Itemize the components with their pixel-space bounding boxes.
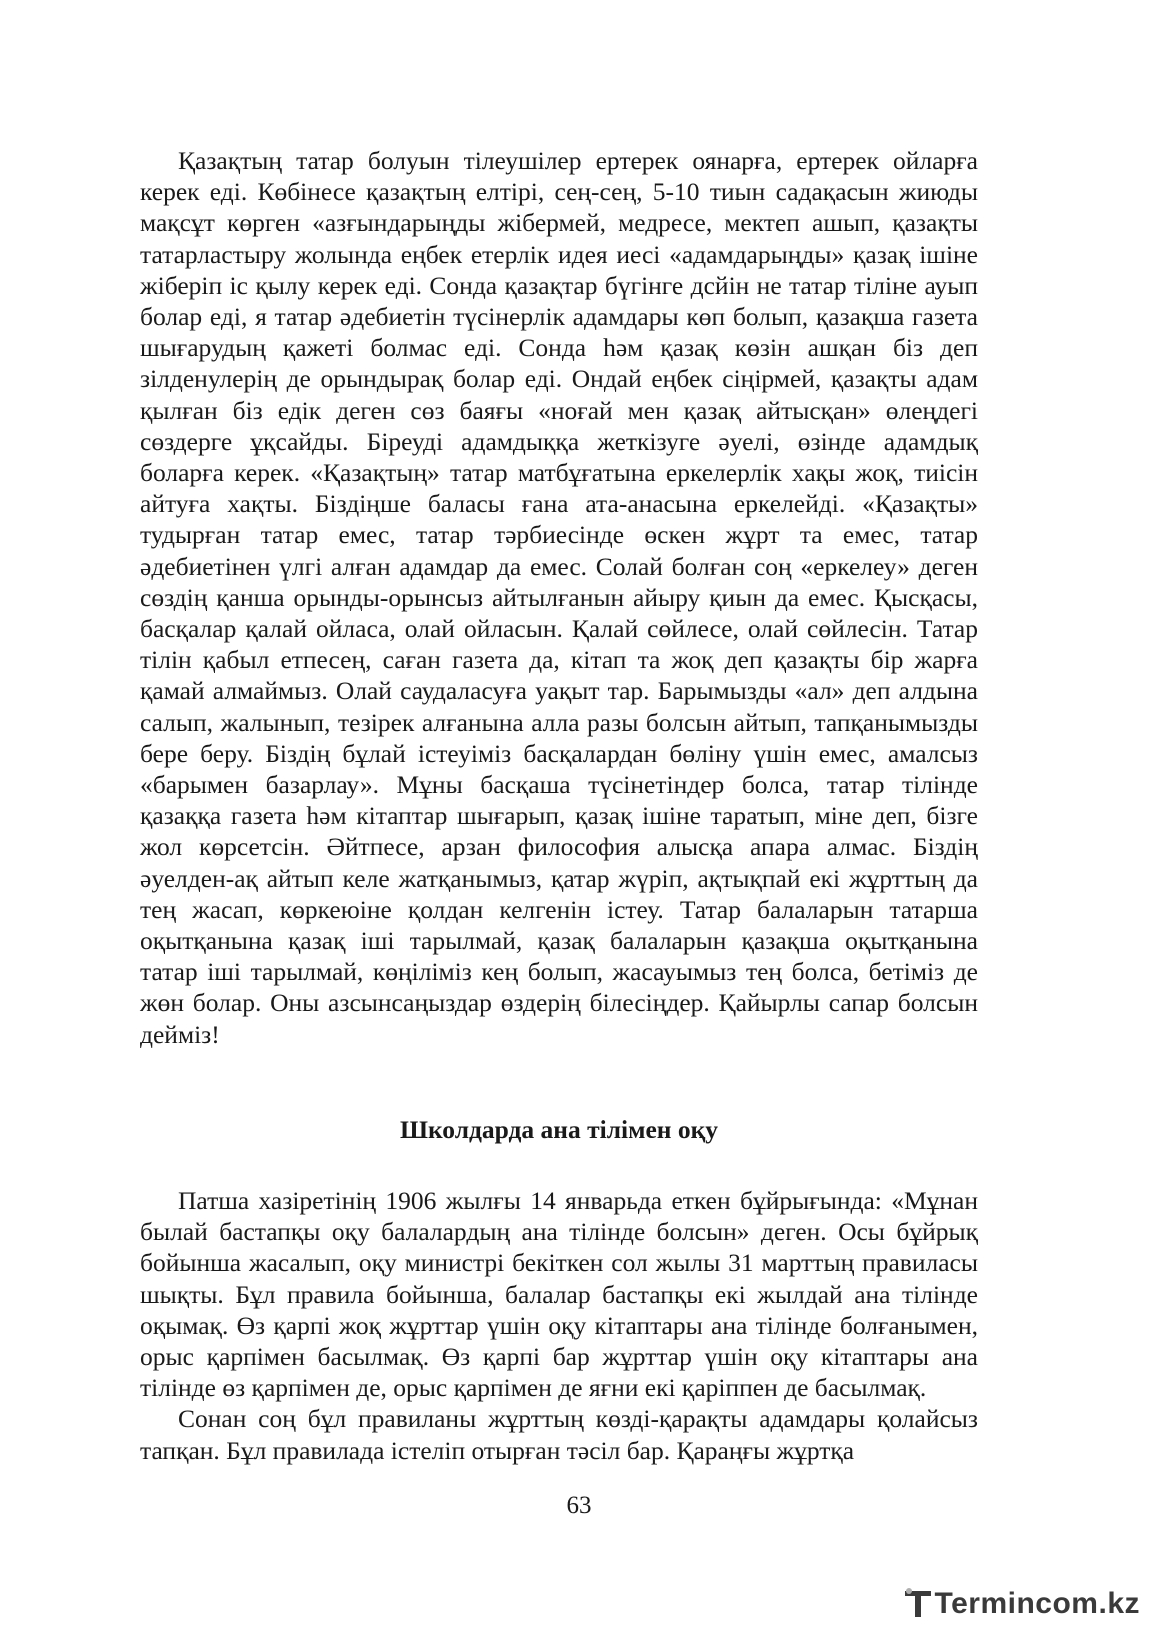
- termincom-logo-icon: [903, 1587, 933, 1621]
- body-paragraph-2: Патша хазіретінің 1906 жылғы 14 январьда еткен бұйрығында: «Мұнан былай бастапқы оқу балалардың ана тілінде болсын» деген. Осы бұйрық бойынша жасалып, оқу министрі бекіткен сол жылы 31 марттың правиласы шықты. Бұл правила бойынша, балалар бастапқы екі жылдай ана тілінде оқымақ. Өз қарпі жоқ жұрттар үшін оқу кітаптары ана тілінде болғанымен, орыс қарпімен басылмақ. Өз қарпі бар жұрттар үшін оқу кітаптары ана тілінде өз қарпімен де, орыс қарпімен де яғни екі қаріппен де басылмақ.: [140, 1185, 978, 1403]
- watermark: [903, 1587, 1141, 1621]
- watermark-text: Termincom.kz: [934, 1587, 1140, 1620]
- page-number: 63: [566, 1492, 592, 1519]
- body-paragraph-1: Қазақтың татар болуын тілеушілер ертерек оянарға, ертерек ойларға керек еді. Көбінесе қазақтың елтірі, сең-сең, 5-10 тиын садақасын жиюды мақсұт көрген «азғындарыңды жібермей, медресе, мектеп ашып, қазақты татарластыру жолында еңбек етерлік идея иесі «адамдарыңды» қазақ ішіне жіберіп іс қылу керек еді. Сонда қазақтар бүгінге дсйін не татар тіліне ауып болар еді, я татар әдебиетін түсінерлік адамдары көп болып, қазақша газета шығарудың қажеті болмас еді. Сонда һәм қазақ көзін ашқан біз деп зілденулерің де орындырақ болар еді. Ондай еңбек сіңірмей, қазақты адам қылған біз едік деген сөз баяғы «ноғай мен қазақ айтысқан» өлеңдегі сөздерге ұқсайды. Біреуді адамдыққа жеткізуге әуелі, өзінде адамдық боларға керек. «Қазақтың» татар матбұғатына еркелерлік хақы жоқ, тиісін айтуға хақты. Біздіңше баласы ғана ата-анасына еркелейді. «Қазақты» тудырған татар емес, татар тәрбиесінде өскен жұрт та емес, татар әдебиетінен үлгі алған адамдар да емес. Солай болған соң «еркелеу» деген сөздің қанша орынды-орынсыз айтылғанын айыру қиын да емес. Қысқасы, басқалар қалай ойласа, олай ойласын. Қалай сөйлесе, олай сөйлесін. Татар тілін қабыл етпесең, саған газета да, кітап та жоқ деп қазақты бір жарға қамай алмаймыз. Олай саудаласуға уақыт тар. Барымызды «ал» деп алдына салып, жалынып, тезірек алғанына алла разы болсын айтып, тапқанымызды бере беру. Біздің бұлай істеуіміз басқалардан бөліну үшін емес, амалсыз «барымен базарлау». Мұны басқаша түсінетіндер болса, татар тілінде қазаққа газета һәм кітаптар шығарып, қазақ ішіне таратып, міне деп, бізге жол көрсетсін. Әйтпесе, арзан философия алысқа апара алмас. Біздің әуелден-ақ айтып келе жатқанымыз, қатар жүріп, ақтықпай екі жұрттың да тең жасап, көркеюіне қолдан келгенін істеу. Татар балаларын татарша оқытқанына қазақ іші тарылмай, қазақ балаларын қазақша оқытқанына татар іші тарылмай, көңіліміз кең болып, жасауымыз тең болса, бетіміз де жөн болар. Оны азсынсаңыздар өздерің білесіңдер. Қайырлы сапар болсын дейміз!: [140, 146, 978, 1049]
- document-page: [140, 145, 978, 1466]
- section-heading: Школдарда ана тілімен оқу: [399, 1114, 719, 1144]
- body-paragraph-3: Сонан соң бұл правиланы жұрттың көзді-қарақты адамдары қолайсыз тапқан. Бұл правилада істеліп отырған тәсіл бар. Қараңғы жұртқа: [140, 1404, 978, 1465]
